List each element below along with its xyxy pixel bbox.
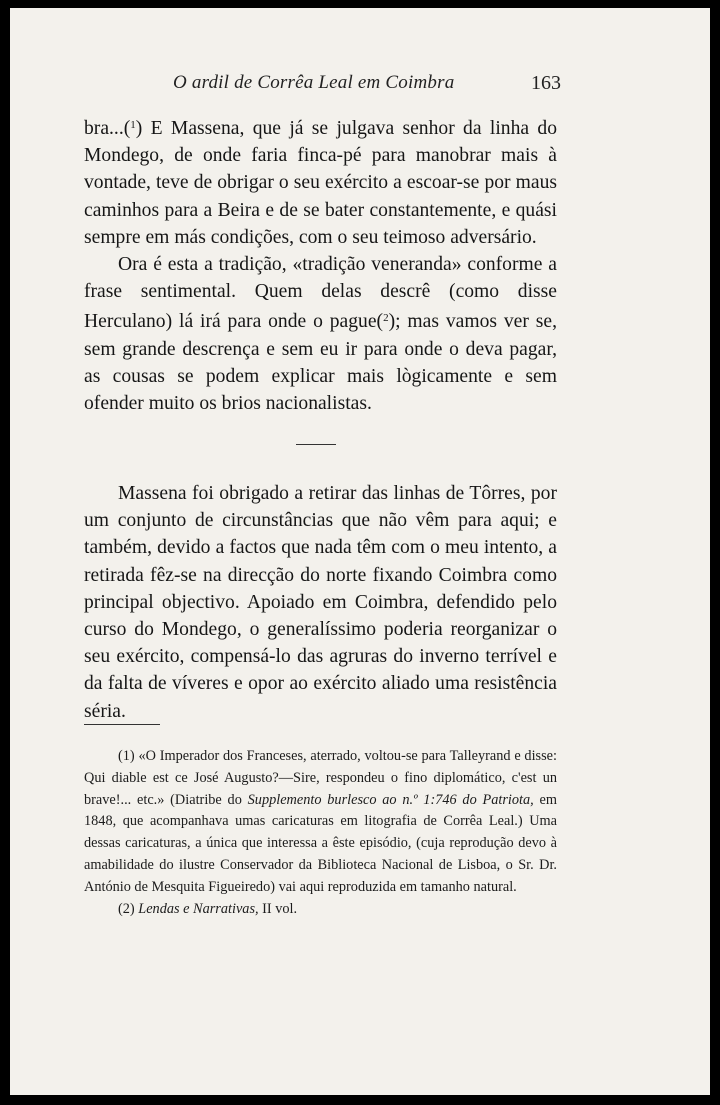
running-title: O ardil de Corrêa Leal em Coimbra: [173, 72, 455, 93]
section-divider: [296, 444, 336, 445]
page-number: 163: [531, 72, 561, 94]
paragraph-3: Massena foi obrigado a retirar das linhas de Tôrres, por um conjunto de circunstâncias que não vêm para aqui; e também, devido a factos que nada têm com o meu intento, a retirada fêz-se na direcção do norte fixando Coimbra como principal objectivo. Apoiado em Coimbra, defendido pelo curso do Mondego, o generalíssimo poderia reorganizar o seu exército, compensá-lo das agruras do inverno terrível e da falta de víveres e opor ao exército aliado uma resistência séria.: [84, 483, 557, 722]
paragraph-2: Ora é esta a tradição, «tradição veneranda» conforme a frase sentimental. Quem delas descrê (como disse Herculano) lá irá para onde o pague($^2$); mas vamos ver se, sem grande descrença e sem eu ir para onde o deva pagar, as cousas se podem explicar mais lògicamente e sem ofender muito os brios nacionalistas.: [84, 254, 557, 415]
footnote-rule: [84, 724, 160, 725]
footnote-1: (1) «O Imperador dos Franceses, aterrado, voltou-se para Talleyrand e disse: Qui diable est ce José Augusto?—Sire, respondeu o fino diplomático, c'est un brave!... etc.» (Diatribe do Supplemento burlesco ao n.º 1:746 do Patriota, em 1848, que acompanhava umas caricaturas em litografia de Corrêa Leal.) Uma dessas caricaturas, a única que interessa a êste episódio, (cuja reprodução devo à amabilidade do ilustre Conservador da Biblioteca Nacional de Lisboa, o Sr. Dr. António de Mesquita Figueiredo) vai aqui reproduzida em tamanho natural.: [84, 748, 557, 895]
body-text-bottom: [84, 480, 557, 725]
footnotes: [84, 746, 557, 920]
footnote-2: (2) Lendas e Narrativas, II vol.: [118, 900, 298, 917]
page-header: [10, 72, 710, 102]
body-text-top: [84, 112, 557, 417]
paragraph-1: bra...($^1$) E Massena, que já se julgava senhor da linha do Mondego, de onde faria finca-pé para manobrar mais à vontade, teve de obrigar o seu exército a escoar-se por maus caminhos para a Beira e de se bater constantemente, e quási sempre em más condições, com o seu teimoso adversário.: [84, 118, 557, 248]
book-page: [10, 8, 710, 1095]
